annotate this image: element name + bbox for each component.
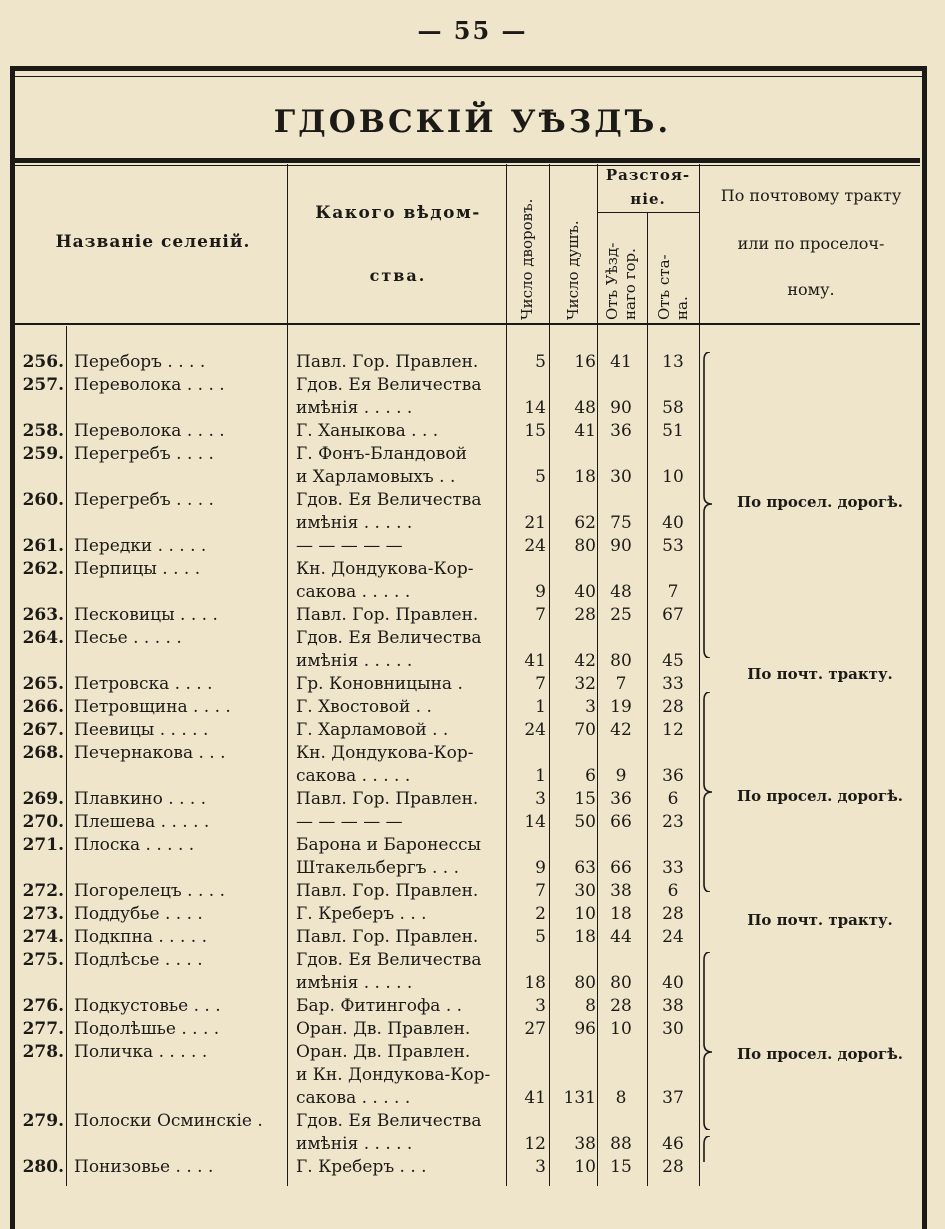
distance-from-town: 10 bbox=[610, 1019, 632, 1039]
households-count: 21 bbox=[524, 513, 546, 533]
header-route-1: По почтовому тракту bbox=[720, 186, 902, 205]
route-group-label: По почт. тракту. bbox=[747, 665, 893, 683]
distance-from-stan: 6 bbox=[667, 789, 679, 809]
row-number: 262. bbox=[22, 559, 64, 579]
distance-from-stan: 36 bbox=[662, 766, 684, 786]
distance-from-town: 90 bbox=[610, 398, 632, 418]
distance-from-town: 30 bbox=[610, 467, 632, 487]
row-number: 280. bbox=[22, 1157, 64, 1177]
department: сакова . . . . . bbox=[296, 1088, 411, 1108]
header-top-rule bbox=[15, 158, 920, 166]
village-name: Петровска . . . . bbox=[74, 674, 213, 694]
department: Г. Фонъ-Бландовой bbox=[296, 444, 467, 464]
header-ot-stana-2: на. bbox=[673, 296, 691, 320]
village-name: Поддубье . . . . bbox=[74, 904, 203, 924]
village-name: Перегребъ . . . . bbox=[74, 444, 214, 464]
distance-from-stan: 33 bbox=[662, 858, 684, 878]
distance-from-town: 41 bbox=[610, 352, 632, 372]
village-name: Пеевицы . . . . . bbox=[74, 720, 209, 740]
rasst-header-rule bbox=[597, 212, 699, 213]
department: Гдов. Ея Величества bbox=[296, 375, 482, 395]
department: и Кн. Дондукова-Кор- bbox=[296, 1065, 491, 1085]
department: Оран. Дв. Правлен. bbox=[296, 1042, 471, 1062]
row-number: 278. bbox=[22, 1042, 64, 1062]
souls-count: 18 bbox=[574, 467, 596, 487]
households-count: 27 bbox=[524, 1019, 546, 1039]
souls-count: 15 bbox=[574, 789, 596, 809]
souls-count: 96 bbox=[574, 1019, 596, 1039]
route-brace bbox=[700, 352, 712, 658]
column-divider-name bbox=[287, 164, 288, 1186]
distance-from-town: 66 bbox=[610, 812, 632, 832]
distance-from-town: 80 bbox=[610, 973, 632, 993]
souls-count: 38 bbox=[574, 1134, 596, 1154]
souls-count: 50 bbox=[574, 812, 596, 832]
column-divider-num bbox=[66, 326, 67, 1186]
row-number: 263. bbox=[22, 605, 64, 625]
department: Гр. Коновницына . bbox=[296, 674, 463, 694]
department: имѣнія . . . . . bbox=[296, 1134, 413, 1154]
households-count: 5 bbox=[535, 467, 546, 487]
souls-count: 80 bbox=[574, 973, 596, 993]
souls-count: 3 bbox=[585, 697, 596, 717]
department: Павл. Гор. Правлен. bbox=[296, 927, 479, 947]
distance-from-stan: 37 bbox=[662, 1088, 684, 1108]
households-count: 15 bbox=[524, 421, 546, 441]
row-number: 266. bbox=[22, 697, 64, 717]
distance-from-stan: 33 bbox=[662, 674, 684, 694]
distance-from-town: 36 bbox=[610, 421, 632, 441]
page-title: ГДОВСКІЙ УѢЗДЪ. bbox=[273, 104, 672, 140]
distance-from-stan: 40 bbox=[662, 973, 684, 993]
households-count: 2 bbox=[535, 904, 546, 924]
distance-from-stan: 45 bbox=[662, 651, 684, 671]
department: Гдов. Ея Величества bbox=[296, 950, 482, 970]
distance-from-stan: 23 bbox=[662, 812, 684, 832]
row-number: 260. bbox=[22, 490, 64, 510]
page-number: — 55 — bbox=[417, 16, 528, 45]
route-group-label: По просел. дорогѣ. bbox=[736, 787, 904, 805]
households-count: 14 bbox=[524, 398, 546, 418]
department: — — — — — bbox=[296, 536, 403, 556]
village-name: Подкустовье . . . bbox=[74, 996, 221, 1016]
department: Г. Хвостовой . . bbox=[296, 697, 432, 717]
department: Гдов. Ея Величества bbox=[296, 628, 482, 648]
department: Кн. Дондукова-Кор- bbox=[296, 559, 474, 579]
distance-from-stan: 67 bbox=[662, 605, 684, 625]
village-name: Передки . . . . . bbox=[74, 536, 207, 556]
village-name: Перпицы . . . . bbox=[74, 559, 201, 579]
distance-from-town: 48 bbox=[610, 582, 632, 602]
row-number: 267. bbox=[22, 720, 64, 740]
households-count: 3 bbox=[535, 789, 546, 809]
households-count: 3 bbox=[535, 1157, 546, 1177]
households-count: 3 bbox=[535, 996, 546, 1016]
row-number: 272. bbox=[22, 881, 64, 901]
department: имѣнія . . . . . bbox=[296, 513, 413, 533]
route-group-label: По просел. дорогѣ. bbox=[736, 493, 904, 511]
department: Павл. Гор. Правлен. bbox=[296, 352, 479, 372]
distance-from-town: 25 bbox=[610, 605, 632, 625]
department: Кн. Дондукова-Кор- bbox=[296, 743, 474, 763]
distance-from-stan: 30 bbox=[662, 1019, 684, 1039]
households-count: 9 bbox=[535, 858, 546, 878]
souls-count: 18 bbox=[574, 927, 596, 947]
souls-count: 70 bbox=[574, 720, 596, 740]
distance-from-town: 28 bbox=[610, 996, 632, 1016]
village-name: Подкпна . . . . . bbox=[74, 927, 207, 947]
row-number: 274. bbox=[22, 927, 64, 947]
village-name: Погорелецъ . . . . bbox=[74, 881, 225, 901]
header-dvorov: Число дворовъ. bbox=[518, 198, 536, 320]
header-route-3: ному. bbox=[787, 280, 835, 299]
distance-from-stan: 24 bbox=[662, 927, 684, 947]
column-divider-uezd bbox=[647, 212, 648, 1186]
distance-from-stan: 28 bbox=[662, 904, 684, 924]
row-number: 270. bbox=[22, 812, 64, 832]
header-vedomstvo-2: ства. bbox=[369, 266, 427, 285]
souls-count: 30 bbox=[574, 881, 596, 901]
row-number: 268. bbox=[22, 743, 64, 763]
row-number: 256. bbox=[22, 352, 64, 372]
department: — — — — — bbox=[296, 812, 403, 832]
row-number: 269. bbox=[22, 789, 64, 809]
village-name: Печернакова . . . bbox=[74, 743, 226, 763]
distance-from-town: 44 bbox=[610, 927, 632, 947]
households-count: 24 bbox=[524, 536, 546, 556]
distance-from-stan: 28 bbox=[662, 697, 684, 717]
header-ot-uezd-2: наго гор. bbox=[621, 248, 639, 320]
households-count: 1 bbox=[535, 766, 546, 786]
village-name: Переборъ . . . . bbox=[74, 352, 206, 372]
distance-from-town: 36 bbox=[610, 789, 632, 809]
department: Г. Креберъ . . . bbox=[296, 1157, 427, 1177]
column-divider-dvorov bbox=[549, 164, 550, 1186]
row-number: 259. bbox=[22, 444, 64, 464]
frame-inner-line bbox=[14, 76, 923, 77]
households-count: 9 bbox=[535, 582, 546, 602]
distance-from-stan: 13 bbox=[662, 352, 684, 372]
department: Штакельбергъ . . . bbox=[296, 858, 460, 878]
households-count: 7 bbox=[535, 881, 546, 901]
distance-from-stan: 10 bbox=[662, 467, 684, 487]
distance-from-town: 66 bbox=[610, 858, 632, 878]
distance-from-town: 7 bbox=[615, 674, 627, 694]
souls-count: 62 bbox=[574, 513, 596, 533]
row-number: 257. bbox=[22, 375, 64, 395]
households-count: 18 bbox=[524, 973, 546, 993]
row-number: 258. bbox=[22, 421, 64, 441]
households-count: 14 bbox=[524, 812, 546, 832]
souls-count: 80 bbox=[574, 536, 596, 556]
department: Барона и Баронессы bbox=[296, 835, 482, 855]
distance-from-stan: 6 bbox=[667, 881, 679, 901]
souls-count: 40 bbox=[574, 582, 596, 602]
village-name: Песковицы . . . . bbox=[74, 605, 218, 625]
village-name: Понизовье . . . . bbox=[74, 1157, 214, 1177]
distance-from-town: 19 bbox=[610, 697, 632, 717]
distance-from-stan: 53 bbox=[662, 536, 684, 556]
row-number: 265. bbox=[22, 674, 64, 694]
department: Г. Креберъ . . . bbox=[296, 904, 427, 924]
header-ot-uezd-1: Отъ Уѣзд- bbox=[603, 242, 621, 320]
distance-from-town: 42 bbox=[610, 720, 632, 740]
households-count: 7 bbox=[535, 674, 546, 694]
header-rasst-1: Разстоя- bbox=[605, 166, 691, 184]
distance-from-town: 80 bbox=[610, 651, 632, 671]
distance-from-town: 75 bbox=[610, 513, 632, 533]
souls-count: 41 bbox=[574, 421, 596, 441]
row-number: 264. bbox=[22, 628, 64, 648]
village-name: Подлѣсье . . . . bbox=[74, 950, 203, 970]
department: Павл. Гор. Правлен. bbox=[296, 789, 479, 809]
department: сакова . . . . . bbox=[296, 766, 411, 786]
distance-from-town: 18 bbox=[610, 904, 632, 924]
households-count: 41 bbox=[524, 651, 546, 671]
department: Г. Харламовой . . bbox=[296, 720, 449, 740]
distance-from-stan: 40 bbox=[662, 513, 684, 533]
souls-count: 8 bbox=[585, 996, 596, 1016]
row-number: 275. bbox=[22, 950, 64, 970]
row-number: 273. bbox=[22, 904, 64, 924]
row-number: 277. bbox=[22, 1019, 64, 1039]
distance-from-stan: 7 bbox=[667, 582, 679, 602]
village-name: Поличка . . . . . bbox=[74, 1042, 208, 1062]
distance-from-stan: 12 bbox=[662, 720, 684, 740]
row-number: 279. bbox=[22, 1111, 64, 1131]
department: Павл. Гор. Правлен. bbox=[296, 881, 479, 901]
village-name: Переволока . . . . bbox=[74, 375, 225, 395]
header-dush: Число душъ. bbox=[564, 220, 582, 320]
village-name: Перегребъ . . . . bbox=[74, 490, 214, 510]
header-name: Названіе селеній. bbox=[55, 232, 251, 252]
header-ot-stana-1: Отъ ста- bbox=[655, 254, 673, 320]
column-divider-dush bbox=[597, 164, 598, 1186]
distance-from-town: 8 bbox=[615, 1088, 627, 1108]
souls-count: 42 bbox=[574, 651, 596, 671]
distance-from-stan: 38 bbox=[662, 996, 684, 1016]
department: Гдов. Ея Величества bbox=[296, 490, 482, 510]
route-group-label: По просел. дорогѣ. bbox=[736, 1045, 904, 1063]
village-name: Плешева . . . . . bbox=[74, 812, 210, 832]
distance-from-town: 90 bbox=[610, 536, 632, 556]
department: Г. Ханыкова . . . bbox=[296, 421, 439, 441]
distance-from-town: 38 bbox=[610, 881, 632, 901]
route-brace-fragment bbox=[700, 1136, 712, 1162]
distance-from-town: 15 bbox=[610, 1157, 632, 1177]
village-name: Переволока . . . . bbox=[74, 421, 225, 441]
households-count: 24 bbox=[524, 720, 546, 740]
row-number: 276. bbox=[22, 996, 64, 1016]
souls-count: 28 bbox=[574, 605, 596, 625]
households-count: 5 bbox=[535, 927, 546, 947]
department: имѣнія . . . . . bbox=[296, 651, 413, 671]
distance-from-stan: 51 bbox=[662, 421, 684, 441]
header-route-2: или по проселоч- bbox=[737, 234, 885, 253]
households-count: 1 bbox=[535, 697, 546, 717]
route-brace bbox=[700, 952, 712, 1130]
souls-count: 32 bbox=[574, 674, 596, 694]
souls-count: 63 bbox=[574, 858, 596, 878]
village-name: Плоска . . . . . bbox=[74, 835, 195, 855]
distance-from-town: 88 bbox=[610, 1134, 632, 1154]
souls-count: 131 bbox=[563, 1088, 596, 1108]
souls-count: 10 bbox=[574, 904, 596, 924]
distance-from-town: 9 bbox=[615, 766, 627, 786]
souls-count: 48 bbox=[574, 398, 596, 418]
souls-count: 10 bbox=[574, 1157, 596, 1177]
route-group-label: По почт. тракту. bbox=[747, 911, 893, 929]
households-count: 12 bbox=[524, 1134, 546, 1154]
department: Гдов. Ея Величества bbox=[296, 1111, 482, 1131]
row-number: 261. bbox=[22, 536, 64, 556]
department: Бар. Фитингофа . . bbox=[296, 996, 463, 1016]
souls-count: 6 bbox=[585, 766, 596, 786]
department: имѣнія . . . . . bbox=[296, 973, 413, 993]
department: Павл. Гор. Правлен. bbox=[296, 605, 479, 625]
households-count: 5 bbox=[535, 352, 546, 372]
village-name: Плавкино . . . . bbox=[74, 789, 207, 809]
row-number: 271. bbox=[22, 835, 64, 855]
village-name: Петровщина . . . . bbox=[74, 697, 231, 717]
village-name: Песье . . . . . bbox=[74, 628, 182, 648]
distance-from-stan: 28 bbox=[662, 1157, 684, 1177]
department: Оран. Дв. Правлен. bbox=[296, 1019, 471, 1039]
households-count: 41 bbox=[524, 1088, 546, 1108]
header-vedomstvo-1: Какого вѣдом- bbox=[315, 203, 481, 223]
department: имѣнія . . . . . bbox=[296, 398, 413, 418]
header-bottom-rule bbox=[15, 323, 920, 325]
department: и Харламовыхъ . . bbox=[296, 467, 456, 487]
distance-from-stan: 46 bbox=[662, 1134, 684, 1154]
department: сакова . . . . . bbox=[296, 582, 411, 602]
header-rasst-2: ніе. bbox=[630, 190, 666, 208]
village-name: Подолѣшье . . . . bbox=[74, 1019, 220, 1039]
route-brace bbox=[700, 692, 712, 892]
village-name: Полоски Осминскіе . bbox=[74, 1111, 263, 1131]
souls-count: 16 bbox=[574, 352, 596, 372]
distance-from-stan: 58 bbox=[662, 398, 684, 418]
households-count: 7 bbox=[535, 605, 546, 625]
